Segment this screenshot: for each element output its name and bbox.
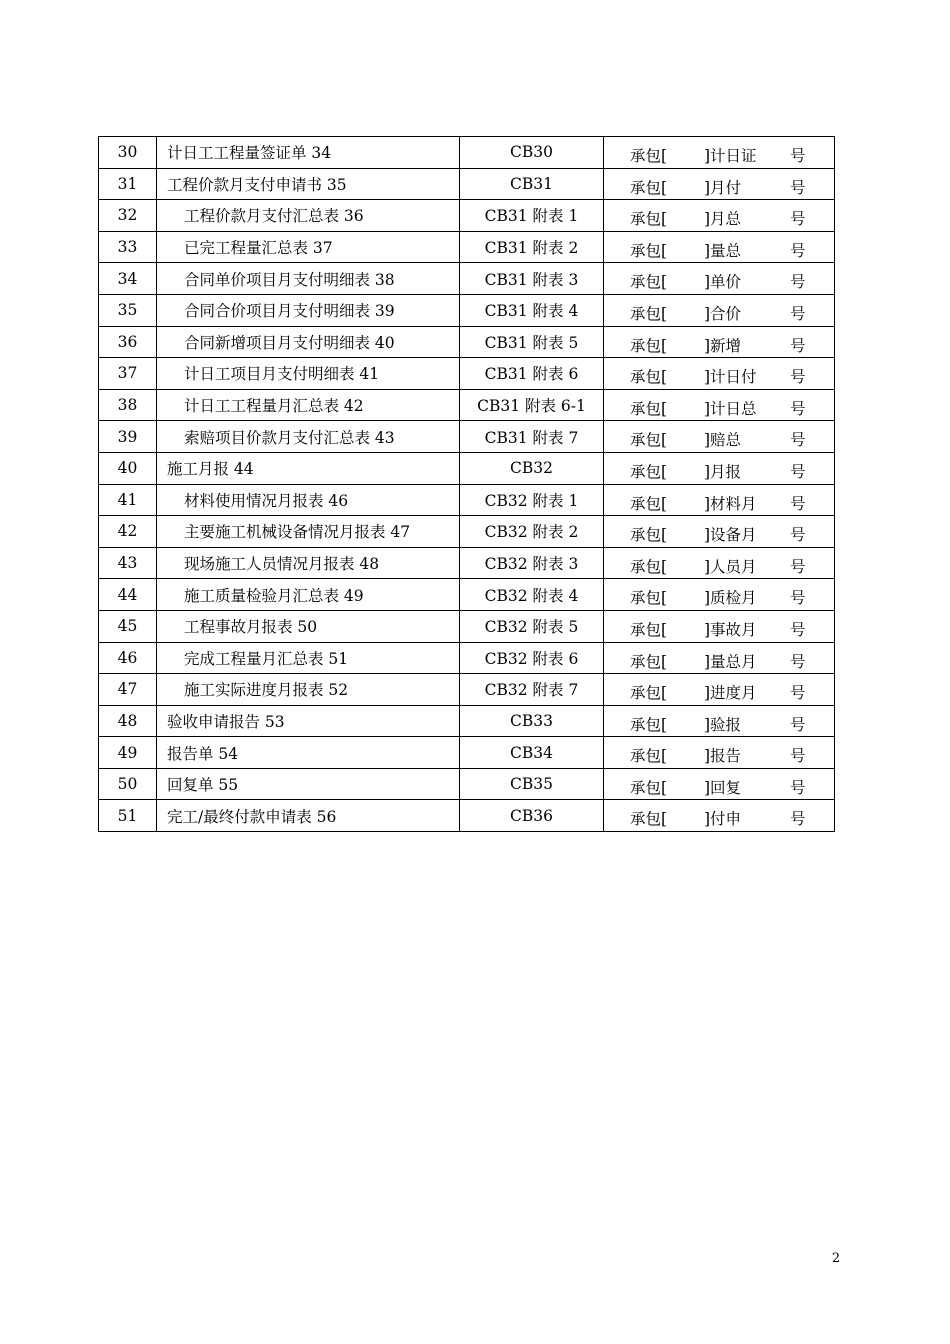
table-row — [99, 674, 835, 706]
form-name-cell — [157, 579, 460, 611]
form-code: CB30 — [460, 137, 604, 169]
form-name-cell — [157, 358, 460, 390]
reference-suffix: ]验报 — [704, 715, 742, 734]
table-row — [99, 200, 835, 232]
row-number: 37 — [99, 358, 157, 390]
reference-prefix: 承包[ — [630, 494, 668, 513]
reference-suffix: ]材料月 — [704, 494, 757, 513]
reference-prefix: 承包[ — [630, 273, 668, 292]
reference-suffix: ]量总月 — [704, 652, 757, 671]
reference-number-cell — [604, 547, 835, 579]
reference-number-cell — [604, 263, 835, 295]
form-name-cell — [157, 484, 460, 516]
reference-number-cell — [604, 642, 835, 674]
form-name-cell — [157, 389, 460, 421]
table-row — [99, 642, 835, 674]
reference-hao: 号 — [790, 241, 806, 260]
reference-hao: 号 — [790, 589, 806, 608]
form-name-cell — [157, 705, 460, 737]
reference-prefix: 承包[ — [630, 778, 668, 797]
reference-prefix: 承包[ — [630, 810, 668, 829]
form-name-cell — [157, 137, 460, 169]
reference-suffix: ]事故月 — [704, 620, 757, 639]
form-name: 验收申请报告 53 — [167, 712, 285, 731]
reference-suffix: ]月报 — [704, 462, 742, 481]
form-code: CB36 — [460, 800, 604, 832]
form-name: 工程价款月支付申请书 35 — [167, 175, 347, 194]
reference-suffix: ]新增 — [704, 336, 742, 355]
row-number: 38 — [99, 389, 157, 421]
reference-hao: 号 — [790, 810, 806, 829]
form-name: 计日工工程量签证单 34 — [167, 144, 332, 163]
reference-hao: 号 — [790, 462, 806, 481]
form-name-cell — [157, 294, 460, 326]
reference-prefix: 承包[ — [630, 336, 668, 355]
row-number: 31 — [99, 168, 157, 200]
form-code: CB32 附表 5 — [460, 610, 604, 642]
reference-hao: 号 — [790, 778, 806, 797]
reference-hao: 号 — [790, 652, 806, 671]
form-code: CB34 — [460, 737, 604, 769]
form-name-cell — [157, 737, 460, 769]
form-name: 回复单 55 — [167, 776, 239, 795]
page-number: 2 — [831, 1251, 841, 1266]
reference-prefix: 承包[ — [630, 589, 668, 608]
form-name: 计日工项目月支付明细表 41 — [184, 365, 380, 384]
reference-number-cell — [604, 326, 835, 358]
reference-prefix: 承包[ — [630, 747, 668, 766]
reference-hao: 号 — [790, 336, 806, 355]
form-code: CB32 附表 1 — [460, 484, 604, 516]
reference-hao: 号 — [790, 684, 806, 703]
form-name-cell — [157, 642, 460, 674]
row-number: 30 — [99, 137, 157, 169]
reference-suffix: ]计日总 — [704, 399, 757, 418]
table-row — [99, 610, 835, 642]
reference-prefix: 承包[ — [630, 241, 668, 260]
reference-number-cell — [604, 800, 835, 832]
reference-hao: 号 — [790, 526, 806, 545]
reference-number-cell — [604, 768, 835, 800]
reference-number-cell — [604, 674, 835, 706]
table-row — [99, 137, 835, 169]
reference-hao: 号 — [790, 178, 806, 197]
reference-hao: 号 — [790, 210, 806, 229]
row-number: 45 — [99, 610, 157, 642]
form-code: CB31 附表 2 — [460, 231, 604, 263]
form-name-cell — [157, 800, 460, 832]
reference-prefix: 承包[ — [630, 526, 668, 545]
row-number: 39 — [99, 421, 157, 453]
form-code: CB31 附表 6-1 — [460, 389, 604, 421]
row-number: 49 — [99, 737, 157, 769]
form-name: 合同单价项目月支付明细表 38 — [184, 270, 395, 289]
reference-hao: 号 — [790, 557, 806, 576]
table-row — [99, 358, 835, 390]
table-row — [99, 484, 835, 516]
form-name-cell — [157, 674, 460, 706]
form-code: CB32 附表 2 — [460, 516, 604, 548]
form-code: CB31 附表 7 — [460, 421, 604, 453]
table-row — [99, 516, 835, 548]
form-code: CB32 — [460, 452, 604, 484]
table-row — [99, 389, 835, 421]
form-code: CB31 附表 5 — [460, 326, 604, 358]
form-code: CB31 附表 4 — [460, 294, 604, 326]
row-number: 43 — [99, 547, 157, 579]
form-name: 完成工程量月汇总表 51 — [184, 649, 349, 668]
form-name: 报告单 54 — [167, 744, 239, 763]
table-row — [99, 579, 835, 611]
reference-number-cell — [604, 294, 835, 326]
form-name: 完工/最终付款申请表 56 — [167, 807, 337, 826]
reference-prefix: 承包[ — [630, 652, 668, 671]
form-name-cell — [157, 200, 460, 232]
reference-prefix: 承包[ — [630, 147, 668, 165]
form-name-cell — [157, 168, 460, 200]
reference-number-cell — [604, 421, 835, 453]
reference-suffix: ]付申 — [704, 810, 742, 829]
reference-number-cell — [604, 389, 835, 421]
reference-suffix: ]人员月 — [704, 557, 757, 576]
table-row — [99, 547, 835, 579]
reference-prefix: 承包[ — [630, 462, 668, 481]
reference-suffix: ]计日付 — [704, 368, 757, 387]
reference-prefix: 承包[ — [630, 304, 668, 323]
table-body — [99, 137, 835, 832]
reference-number-cell — [604, 579, 835, 611]
reference-number-cell — [604, 168, 835, 200]
reference-hao: 号 — [790, 494, 806, 513]
reference-number-cell — [604, 231, 835, 263]
row-number: 36 — [99, 326, 157, 358]
table-row — [99, 231, 835, 263]
form-code: CB31 附表 1 — [460, 200, 604, 232]
reference-number-cell — [604, 737, 835, 769]
reference-number-cell — [604, 358, 835, 390]
reference-hao: 号 — [790, 147, 806, 165]
reference-suffix: ]设备月 — [704, 526, 757, 545]
row-number: 33 — [99, 231, 157, 263]
form-name-cell — [157, 263, 460, 295]
reference-hao: 号 — [790, 273, 806, 292]
row-number: 40 — [99, 452, 157, 484]
row-number: 35 — [99, 294, 157, 326]
table-row — [99, 263, 835, 295]
row-number: 48 — [99, 705, 157, 737]
table-row — [99, 705, 835, 737]
reference-prefix: 承包[ — [630, 431, 668, 450]
form-name: 工程事故月报表 50 — [184, 618, 318, 637]
row-number: 44 — [99, 579, 157, 611]
table-row — [99, 326, 835, 358]
form-name: 施工质量检验月汇总表 49 — [184, 586, 364, 605]
reference-suffix: ]合价 — [704, 304, 742, 323]
reference-suffix: ]报告 — [704, 747, 742, 766]
form-code: CB35 — [460, 768, 604, 800]
form-name-cell — [157, 231, 460, 263]
reference-suffix: ]量总 — [704, 241, 742, 260]
form-name: 材料使用情况月报表 46 — [184, 491, 349, 510]
form-name: 主要施工机械设备情况月报表 47 — [184, 523, 411, 542]
reference-hao: 号 — [790, 304, 806, 323]
form-name-cell — [157, 516, 460, 548]
form-code: CB32 附表 7 — [460, 674, 604, 706]
table-row — [99, 421, 835, 453]
reference-number-cell — [604, 705, 835, 737]
form-name: 合同新增项目月支付明细表 40 — [184, 333, 395, 352]
table-row — [99, 168, 835, 200]
table-row — [99, 800, 835, 832]
form-code: CB32 附表 3 — [460, 547, 604, 579]
form-code: CB31 — [460, 168, 604, 200]
reference-hao: 号 — [790, 368, 806, 387]
reference-number-cell — [604, 484, 835, 516]
reference-suffix: ]质检月 — [704, 589, 757, 608]
form-name: 计日工工程量月汇总表 42 — [184, 397, 364, 416]
reference-number-cell — [604, 137, 835, 169]
form-code: CB33 — [460, 705, 604, 737]
reference-hao: 号 — [790, 620, 806, 639]
reference-hao: 号 — [790, 715, 806, 734]
form-name-cell — [157, 452, 460, 484]
form-name: 合同合价项目月支付明细表 39 — [184, 302, 395, 321]
reference-suffix: ]进度月 — [704, 684, 757, 703]
row-number: 51 — [99, 800, 157, 832]
forms-index-table — [98, 136, 835, 832]
row-number: 46 — [99, 642, 157, 674]
table-row — [99, 737, 835, 769]
reference-suffix: ]月总 — [704, 210, 742, 229]
form-name-cell — [157, 326, 460, 358]
reference-prefix: 承包[ — [630, 178, 668, 197]
form-code: CB32 附表 6 — [460, 642, 604, 674]
row-number: 47 — [99, 674, 157, 706]
reference-prefix: 承包[ — [630, 210, 668, 229]
reference-hao: 号 — [790, 747, 806, 766]
form-name: 索赔项目价款月支付汇总表 43 — [184, 428, 395, 447]
table-row — [99, 294, 835, 326]
form-name: 现场施工人员情况月报表 48 — [184, 555, 380, 574]
table-row — [99, 452, 835, 484]
form-name: 施工月报 44 — [167, 460, 254, 479]
form-code: CB31 附表 6 — [460, 358, 604, 390]
form-name-cell — [157, 610, 460, 642]
reference-hao: 号 — [790, 399, 806, 418]
form-name-cell — [157, 768, 460, 800]
form-name-cell — [157, 421, 460, 453]
reference-prefix: 承包[ — [630, 684, 668, 703]
row-number: 42 — [99, 516, 157, 548]
reference-suffix: ]赔总 — [704, 431, 742, 450]
reference-number-cell — [604, 200, 835, 232]
reference-number-cell — [604, 516, 835, 548]
reference-prefix: 承包[ — [630, 620, 668, 639]
reference-suffix: ]月付 — [704, 178, 742, 197]
reference-prefix: 承包[ — [630, 715, 668, 734]
reference-prefix: 承包[ — [630, 399, 668, 418]
reference-prefix: 承包[ — [630, 368, 668, 387]
reference-number-cell — [604, 452, 835, 484]
form-name: 施工实际进度月报表 52 — [184, 681, 349, 700]
reference-hao: 号 — [790, 431, 806, 450]
reference-number-cell — [604, 610, 835, 642]
form-name-cell — [157, 547, 460, 579]
row-number: 34 — [99, 263, 157, 295]
reference-prefix: 承包[ — [630, 557, 668, 576]
row-number: 41 — [99, 484, 157, 516]
row-number: 32 — [99, 200, 157, 232]
form-code: CB31 附表 3 — [460, 263, 604, 295]
reference-suffix: ]计日证 — [704, 147, 757, 165]
table-row — [99, 768, 835, 800]
form-code: CB32 附表 4 — [460, 579, 604, 611]
form-name: 工程价款月支付汇总表 36 — [184, 207, 364, 226]
form-name: 已完工程量汇总表 37 — [184, 239, 333, 258]
reference-suffix: ]回复 — [704, 778, 742, 797]
reference-suffix: ]单价 — [704, 273, 742, 292]
row-number: 50 — [99, 768, 157, 800]
